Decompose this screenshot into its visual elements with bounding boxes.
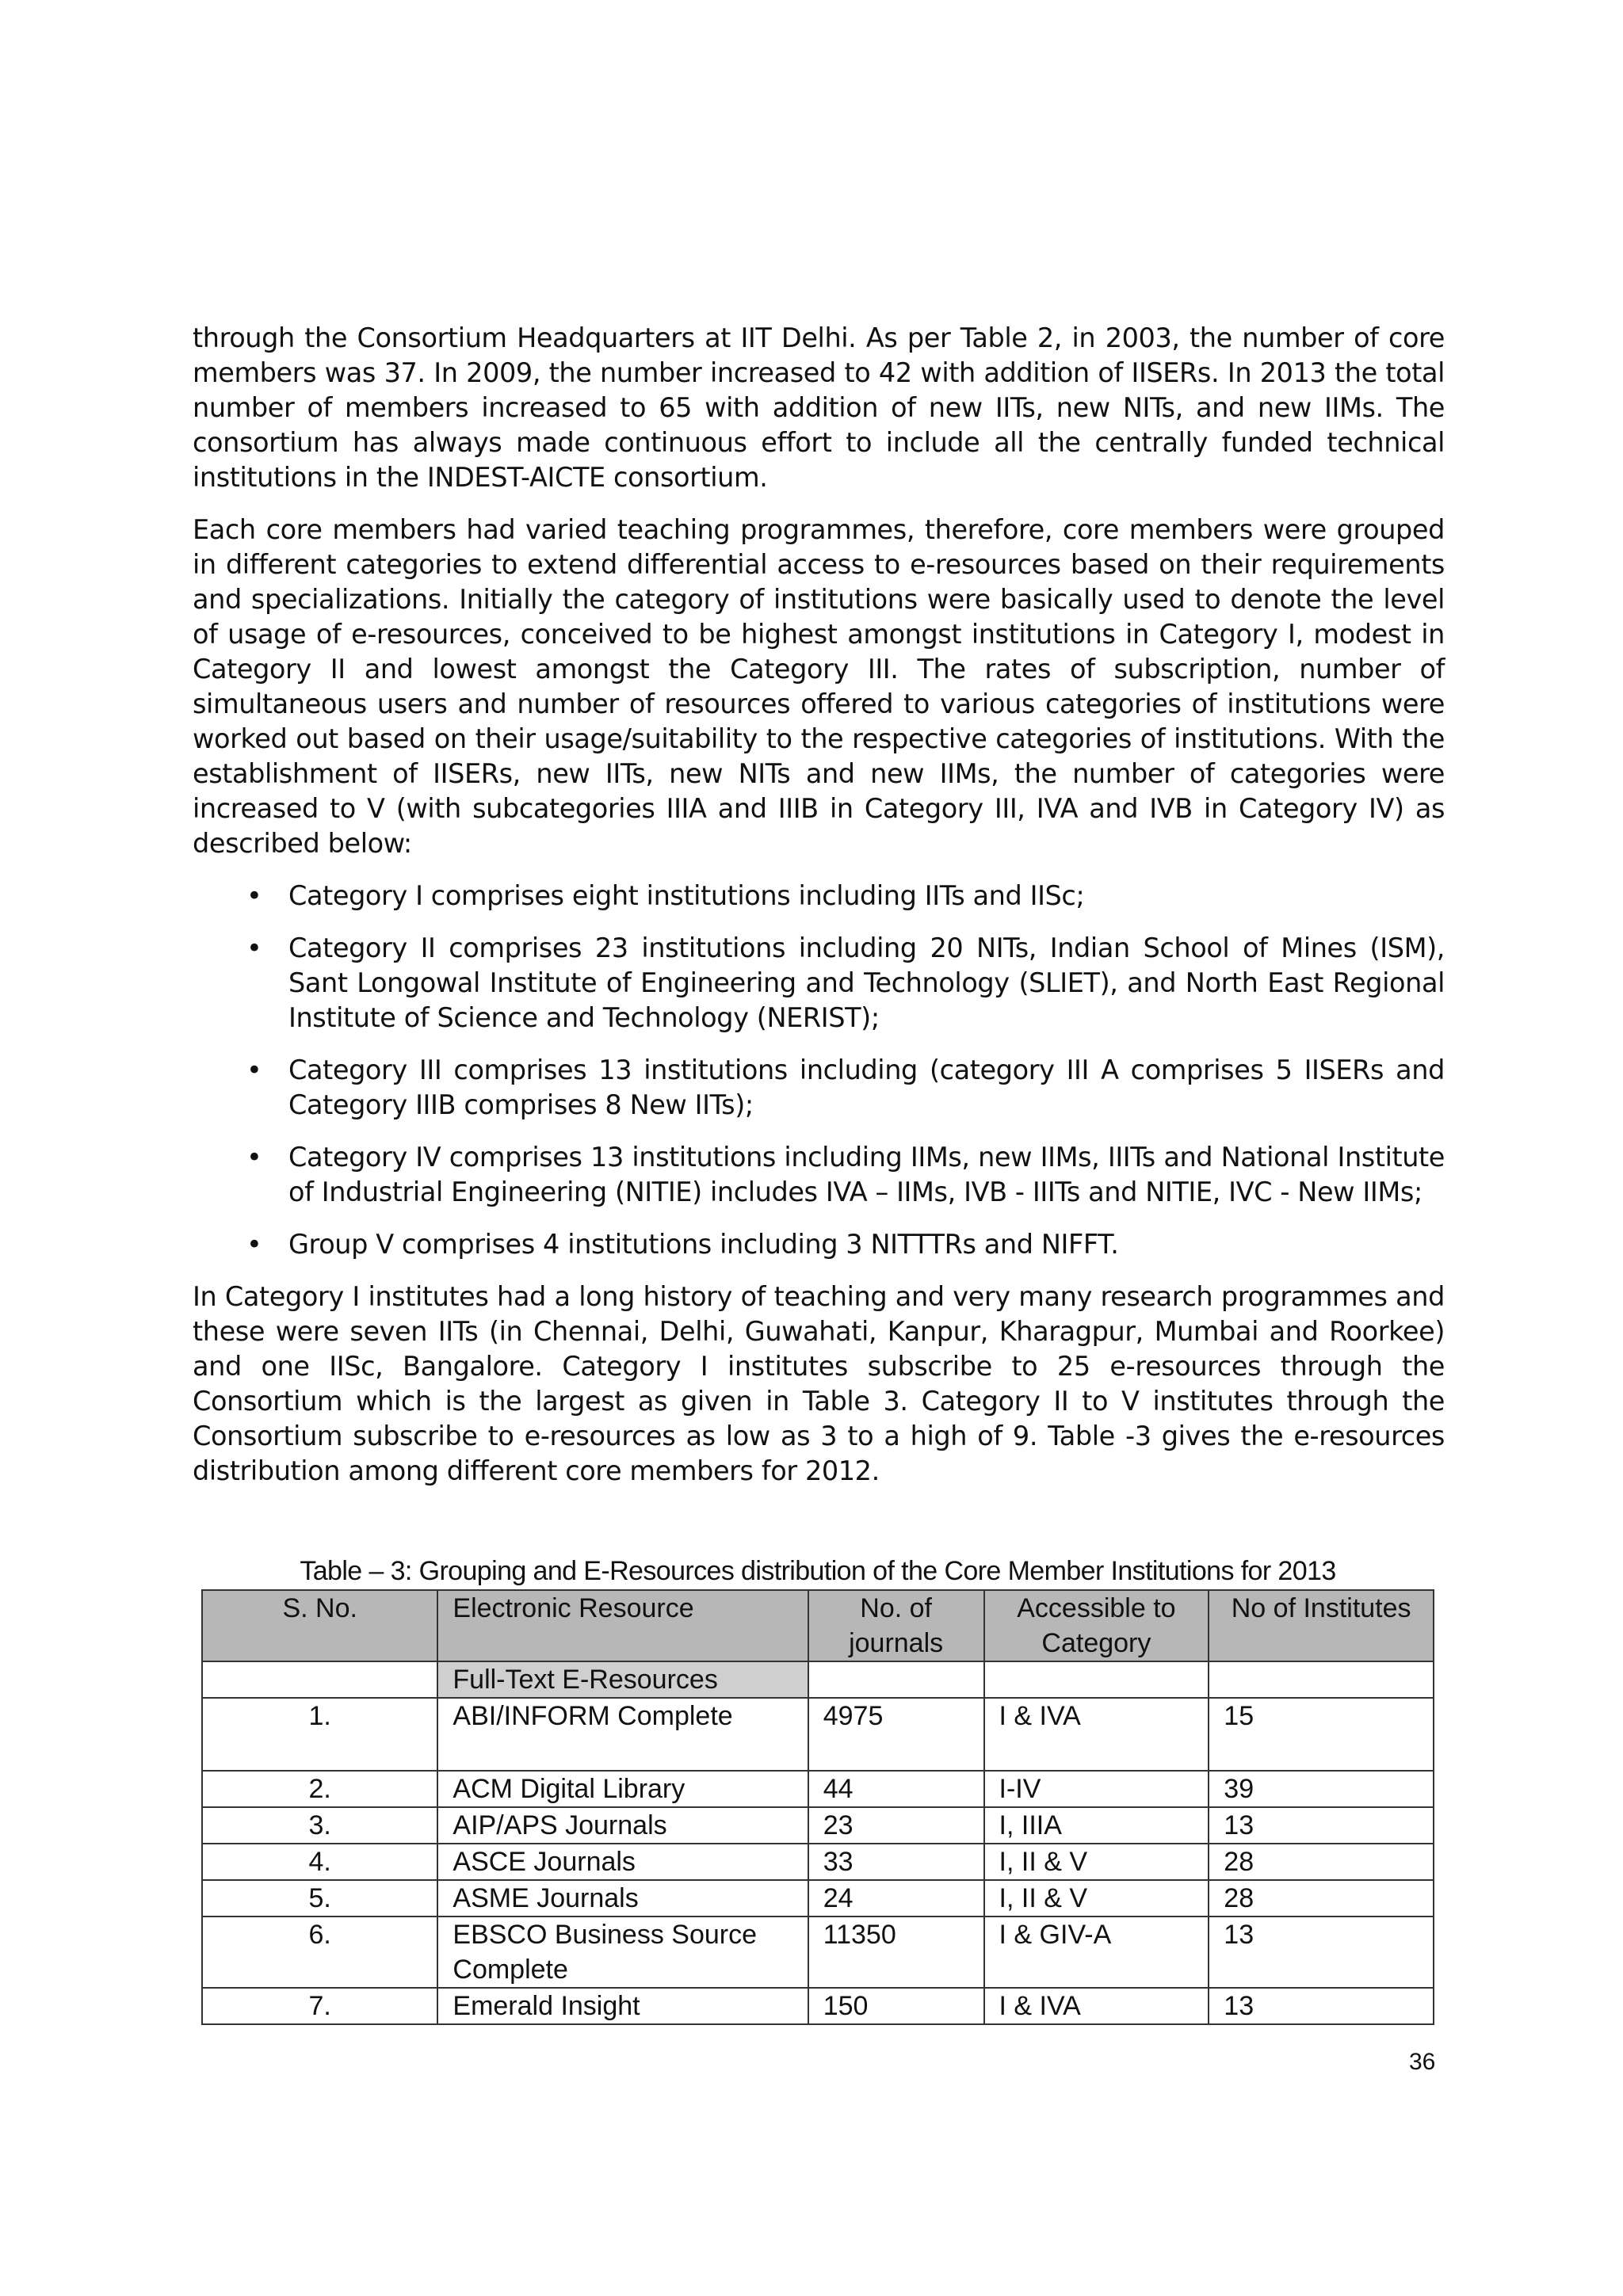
- cell-journals: 150: [808, 1988, 984, 2024]
- table-row: [202, 1917, 1434, 1988]
- cell-category: I-IV: [984, 1771, 1209, 1807]
- cell-sno: 1.: [202, 1698, 437, 1771]
- table-row: [202, 1771, 1434, 1807]
- cell-category: I, II & V: [984, 1844, 1209, 1880]
- cell-journals: 33: [808, 1844, 984, 1880]
- cell-sno: 6.: [202, 1917, 437, 1988]
- table-row: [202, 1988, 1434, 2024]
- paragraph: through the Consortium Headquarters at IIT Delhi. As per Table 2, in 2003, the number of core members was 37. In 2009, the number increased to 42 with addition of IISERs. In 2013 the total number of members increased to 65 with addition of new IITs, new NITs, and new IIMs. The consortium has always made continuous effort to include all the centrally funded technical institutions in the INDEST-AICTE consortium.: [193, 322, 1445, 493]
- cell-resource: ABI/INFORM Complete: [437, 1698, 808, 1771]
- cell-institutes: 15: [1209, 1698, 1434, 1771]
- header-resource: Electronic Resource: [437, 1590, 808, 1661]
- cell-journals: 11350: [808, 1917, 984, 1988]
- cell-institutes: 13: [1209, 1988, 1434, 2024]
- eresources-table: [201, 1589, 1434, 2025]
- cell-institutes: 13: [1209, 1917, 1434, 1988]
- cell-category: I, IIIA: [984, 1807, 1209, 1844]
- header-journals: No. of journals: [808, 1590, 984, 1661]
- table-row: [202, 1844, 1434, 1880]
- header-sno: S. No.: [202, 1590, 437, 1661]
- cell-sno: 4.: [202, 1844, 437, 1880]
- cell-resource: EBSCO Business Source Complete: [437, 1917, 808, 1988]
- table-header-row: [202, 1590, 1434, 1661]
- bullet-icon: •: [246, 1229, 262, 1260]
- cell-institutes: 28: [1209, 1880, 1434, 1917]
- paragraph: Each core members had varied teaching programmes, therefore, core members were grouped in different categories to extend differential access to e-resources based on their requirements and specializations. Initially the category of institutions were basically used to denote the level of usage of e-resources, conceived to be highest amongst institutions in Category I, modest in Category II and lowest amongst the Category III. The rates of subscription, number of simultaneous users and number of resources offered to various categories of institutions were worked out based on their usage/suitability to the respective categories of institutions. With the establishment of IISERs, new IITs, new NITs and new IIMs, the number of categories were increased to V (with subcategories IIIA and IIIB in Category III, IVA and IVB in Category IV) as described below:: [193, 514, 1445, 859]
- table-row: [202, 1880, 1434, 1917]
- list-item: • Group V comprises 4 institutions including 3 NITTTRs and NIFFT.: [193, 1227, 1445, 1262]
- list-item: • Category III comprises 13 institutions including (category III A comprises 5 IISERs and Category IIIB comprises 8 New IITs);: [246, 1055, 1445, 1120]
- bullet-icon: •: [246, 880, 262, 911]
- cell-resource: ASME Journals: [437, 1880, 808, 1917]
- cell-journals: 24: [808, 1880, 984, 1917]
- list-item: • Category II comprises 23 institutions including 20 NITs, Indian School of Mines (ISM), Sant Longowal Institute of Engineering and Technology (SLIET), and North East Regional Institute of Science and Technology (NERIST);: [246, 933, 1445, 1033]
- table-caption: Table – 3: Grouping and E-Resources distribution of the Core Member Institutions for 2013: [300, 1556, 1336, 1586]
- cell-sno: 3.: [202, 1807, 437, 1844]
- paragraph: In Category I institutes had a long history of teaching and very many research programmes and these were seven IITs (in Chennai, Delhi, Guwahati, Kanpur, Kharagpur, Mumbai and Roorkee) and one IISc, Bangalore. Category I institutes subscribe to 25 e-resources through the Consortium which is the largest as given in Table 3. Category II to V institutes through the Consortium subscribe to e-resources as low as 3 to a high of 9. Table -3 gives the e-resources distribution among different core members for 2012.: [193, 1281, 1445, 1486]
- cell-sno: 7.: [202, 1988, 437, 2024]
- cell-resource: ACM Digital Library: [437, 1771, 808, 1807]
- cell-category: I & IVA: [984, 1988, 1209, 2024]
- table-row: [202, 1807, 1434, 1844]
- cell-category: I, II & V: [984, 1880, 1209, 1917]
- section-label: Full-Text E-Resources: [437, 1661, 808, 1698]
- cell-resource: AIP/APS Journals: [437, 1807, 808, 1844]
- category-list: [193, 879, 1445, 1262]
- cell-journals: 44: [808, 1771, 984, 1807]
- header-category: Accessible to Category: [984, 1590, 1209, 1661]
- bullet-icon: •: [246, 1055, 262, 1085]
- cell-institutes: 13: [1209, 1807, 1434, 1844]
- cell-journals: 4975: [808, 1698, 984, 1771]
- page-number: 36: [1409, 2049, 1436, 2075]
- cell-category: I & IVA: [984, 1698, 1209, 1771]
- cell-resource: ASCE Journals: [437, 1844, 808, 1880]
- cell-resource: Emerald Insight: [437, 1988, 808, 2024]
- cell-sno: 5.: [202, 1880, 437, 1917]
- cell-category: I & GIV-A: [984, 1917, 1209, 1988]
- cell-sno: 2.: [202, 1771, 437, 1807]
- header-institutes: No of Institutes: [1209, 1590, 1434, 1661]
- cell-institutes: 39: [1209, 1771, 1434, 1807]
- cell-institutes: 28: [1209, 1844, 1434, 1880]
- bullet-icon: •: [246, 1142, 262, 1173]
- list-item: • Category I comprises eight institutions including IITs and IISc;: [193, 879, 1445, 913]
- table-row: [202, 1698, 1434, 1771]
- bullet-icon: •: [246, 933, 262, 963]
- cell-journals: 23: [808, 1807, 984, 1844]
- table-caption-box: [201, 1556, 1434, 1586]
- section-row: [202, 1661, 1434, 1698]
- body-text: [193, 321, 1445, 1506]
- list-item: • Category IV comprises 13 institutions including IIMs, new IIMs, IIITs and National Institute of Industrial Engineering (NITIE) includes IVA – IIMs, IVB - IIITs and NITIE, IVC - New IIMs;: [246, 1142, 1445, 1207]
